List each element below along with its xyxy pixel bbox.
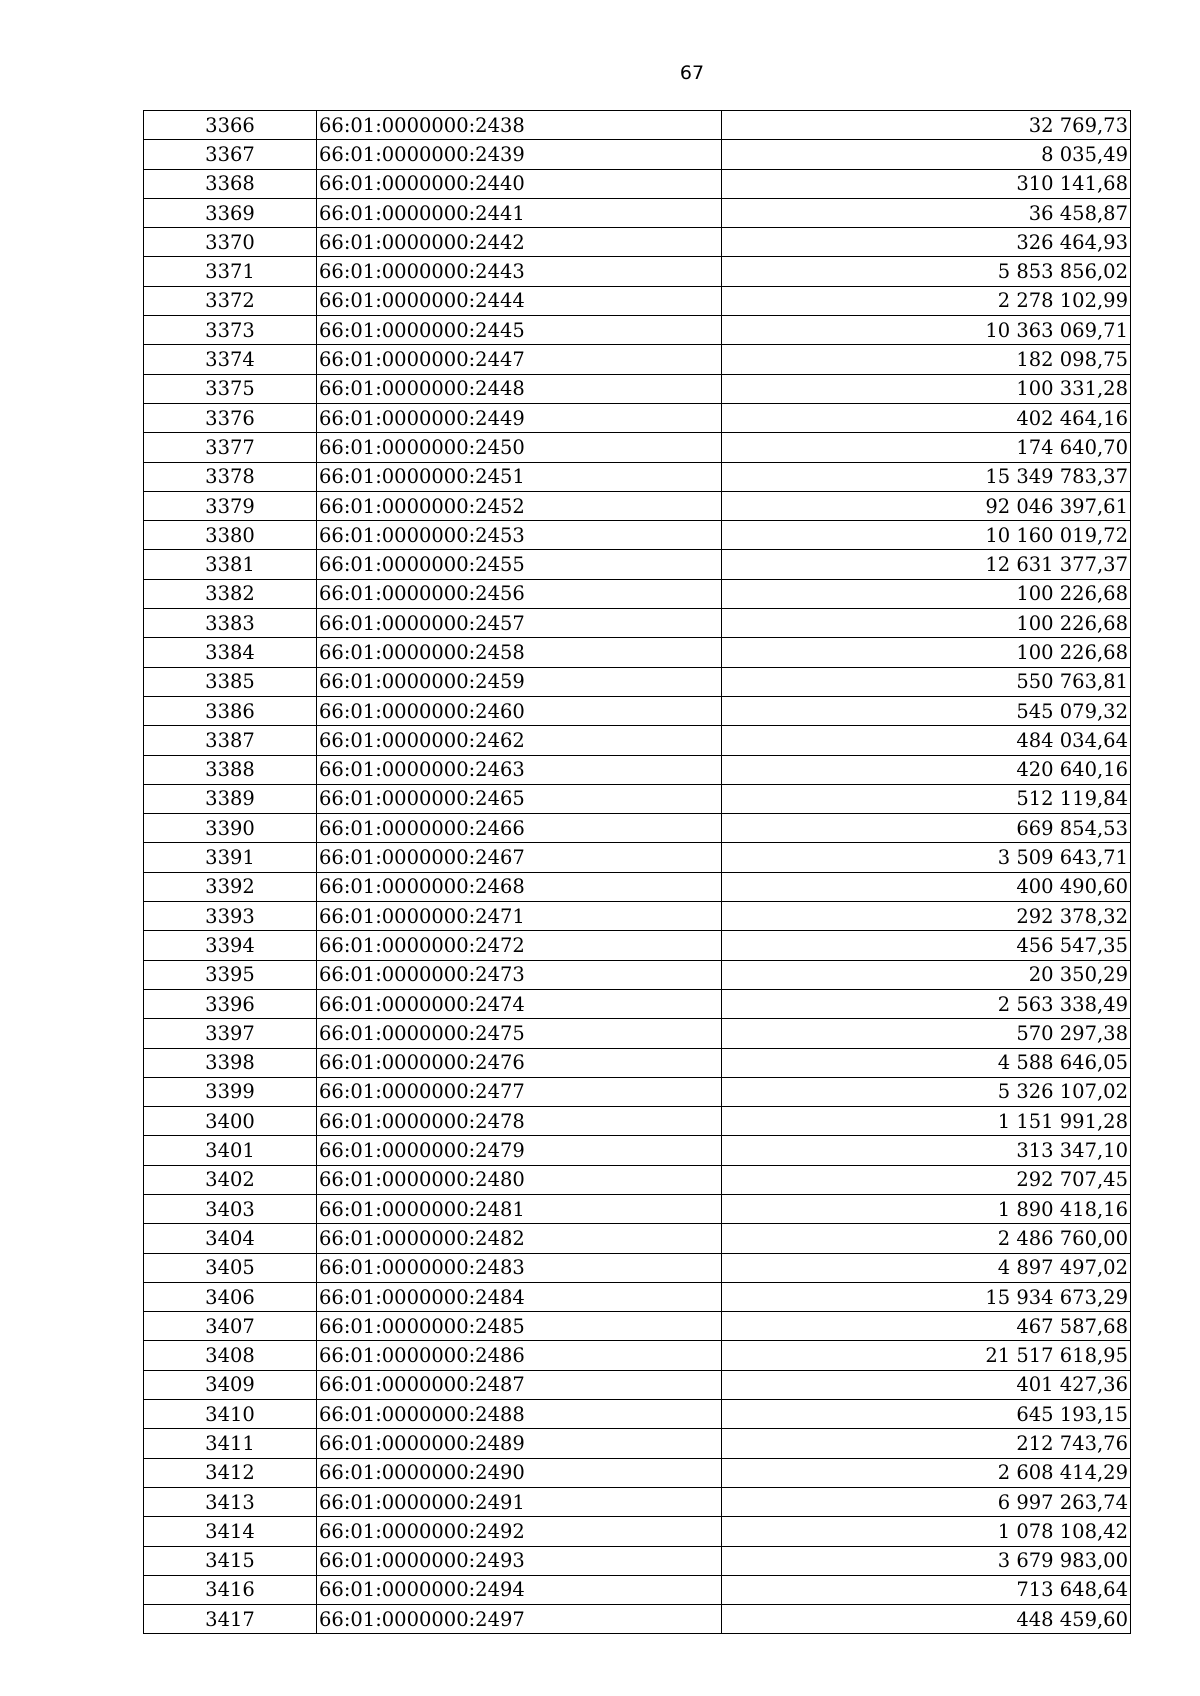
cadastral-number-cell: 66:01:0000000:2441 <box>317 198 722 227</box>
cadastral-number-cell: 66:01:0000000:2440 <box>317 169 722 198</box>
row-number-cell: 3384 <box>144 638 317 667</box>
row-number-cell: 3411 <box>144 1429 317 1458</box>
table-row <box>144 1282 1131 1311</box>
cadastral-number-cell: 66:01:0000000:2447 <box>317 345 722 374</box>
row-number-cell: 3415 <box>144 1546 317 1575</box>
row-number-cell: 3380 <box>144 521 317 550</box>
row-number-cell: 3398 <box>144 1048 317 1077</box>
cadastral-number-cell: 66:01:0000000:2488 <box>317 1400 722 1429</box>
table-row <box>144 1517 1131 1546</box>
cadastral-number-cell: 66:01:0000000:2445 <box>317 316 722 345</box>
row-number-cell: 3416 <box>144 1575 317 1604</box>
cadastral-value-cell: 182 098,75 <box>722 345 1131 374</box>
cadastral-value-table <box>143 110 1131 1634</box>
table-row <box>144 1605 1131 1634</box>
row-number-cell: 3370 <box>144 228 317 257</box>
cadastral-value-cell: 212 743,76 <box>722 1429 1131 1458</box>
cadastral-value-cell: 15 934 673,29 <box>722 1282 1131 1311</box>
table-row <box>144 872 1131 901</box>
table-row <box>144 462 1131 491</box>
cadastral-value-cell: 100 226,68 <box>722 638 1131 667</box>
row-number-cell: 3414 <box>144 1517 317 1546</box>
cadastral-number-cell: 66:01:0000000:2487 <box>317 1370 722 1399</box>
cadastral-number-cell: 66:01:0000000:2471 <box>317 902 722 931</box>
row-number-cell: 3371 <box>144 257 317 286</box>
table-row <box>144 1107 1131 1136</box>
cadastral-number-cell: 66:01:0000000:2465 <box>317 784 722 813</box>
row-number-cell: 3390 <box>144 814 317 843</box>
cadastral-value-cell: 313 347,10 <box>722 1136 1131 1165</box>
table-row <box>144 1575 1131 1604</box>
cadastral-value-cell: 484 034,64 <box>722 726 1131 755</box>
cadastral-number-cell: 66:01:0000000:2455 <box>317 550 722 579</box>
cadastral-value-cell: 669 854,53 <box>722 814 1131 843</box>
row-number-cell: 3368 <box>144 169 317 198</box>
row-number-cell: 3379 <box>144 491 317 520</box>
cadastral-number-cell: 66:01:0000000:2448 <box>317 374 722 403</box>
cadastral-number-cell: 66:01:0000000:2482 <box>317 1224 722 1253</box>
cadastral-number-cell: 66:01:0000000:2457 <box>317 609 722 638</box>
row-number-cell: 3383 <box>144 609 317 638</box>
table-row <box>144 579 1131 608</box>
cadastral-number-cell: 66:01:0000000:2476 <box>317 1048 722 1077</box>
table-row <box>144 784 1131 813</box>
cadastral-number-cell: 66:01:0000000:2486 <box>317 1341 722 1370</box>
cadastral-number-cell: 66:01:0000000:2450 <box>317 433 722 462</box>
table-row <box>144 960 1131 989</box>
row-number-cell: 3413 <box>144 1487 317 1516</box>
table-row <box>144 140 1131 169</box>
table-row <box>144 403 1131 432</box>
table-row <box>144 228 1131 257</box>
row-number-cell: 3381 <box>144 550 317 579</box>
row-number-cell: 3373 <box>144 316 317 345</box>
table-row <box>144 667 1131 696</box>
row-number-cell: 3410 <box>144 1400 317 1429</box>
cadastral-value-cell: 310 141,68 <box>722 169 1131 198</box>
cadastral-value-cell: 92 046 397,61 <box>722 491 1131 520</box>
cadastral-number-cell: 66:01:0000000:2492 <box>317 1517 722 1546</box>
cadastral-value-cell: 100 226,68 <box>722 609 1131 638</box>
cadastral-value-cell: 550 763,81 <box>722 667 1131 696</box>
table-row <box>144 198 1131 227</box>
cadastral-number-cell: 66:01:0000000:2497 <box>317 1605 722 1634</box>
cadastral-number-cell: 66:01:0000000:2466 <box>317 814 722 843</box>
cadastral-value-cell: 32 769,73 <box>722 111 1131 140</box>
row-number-cell: 3412 <box>144 1458 317 1487</box>
row-number-cell: 3376 <box>144 403 317 432</box>
cadastral-number-cell: 66:01:0000000:2493 <box>317 1546 722 1575</box>
table-row <box>144 902 1131 931</box>
row-number-cell: 3372 <box>144 286 317 315</box>
table-row <box>144 1487 1131 1516</box>
cadastral-number-cell: 66:01:0000000:2438 <box>317 111 722 140</box>
row-number-cell: 3395 <box>144 960 317 989</box>
cadastral-value-cell: 512 119,84 <box>722 784 1131 813</box>
table-row <box>144 169 1131 198</box>
row-number-cell: 3403 <box>144 1194 317 1223</box>
cadastral-number-cell: 66:01:0000000:2478 <box>317 1107 722 1136</box>
table-row <box>144 345 1131 374</box>
row-number-cell: 3407 <box>144 1312 317 1341</box>
cadastral-value-cell: 2 486 760,00 <box>722 1224 1131 1253</box>
page-number: 67 <box>679 62 705 84</box>
cadastral-value-cell: 174 640,70 <box>722 433 1131 462</box>
cadastral-value-cell: 2 563 338,49 <box>722 989 1131 1018</box>
cadastral-number-cell: 66:01:0000000:2439 <box>317 140 722 169</box>
row-number-cell: 3417 <box>144 1605 317 1634</box>
cadastral-value-cell: 570 297,38 <box>722 1019 1131 1048</box>
table-row <box>144 316 1131 345</box>
table-row <box>144 257 1131 286</box>
cadastral-number-cell: 66:01:0000000:2472 <box>317 931 722 960</box>
table-row <box>144 1077 1131 1106</box>
cadastral-number-cell: 66:01:0000000:2467 <box>317 843 722 872</box>
table-row <box>144 726 1131 755</box>
cadastral-number-cell: 66:01:0000000:2484 <box>317 1282 722 1311</box>
cadastral-number-cell: 66:01:0000000:2456 <box>317 579 722 608</box>
cadastral-number-cell: 66:01:0000000:2477 <box>317 1077 722 1106</box>
row-number-cell: 3397 <box>144 1019 317 1048</box>
table-body <box>144 111 1131 1634</box>
table-row <box>144 550 1131 579</box>
cadastral-value-cell: 2 278 102,99 <box>722 286 1131 315</box>
cadastral-value-cell: 3 509 643,71 <box>722 843 1131 872</box>
table-row <box>144 1370 1131 1399</box>
cadastral-number-cell: 66:01:0000000:2452 <box>317 491 722 520</box>
table-row <box>144 1312 1131 1341</box>
table-row <box>144 638 1131 667</box>
row-number-cell: 3386 <box>144 696 317 725</box>
cadastral-number-cell: 66:01:0000000:2481 <box>317 1194 722 1223</box>
table-row <box>144 1136 1131 1165</box>
cadastral-number-cell: 66:01:0000000:2449 <box>317 403 722 432</box>
table-row <box>144 989 1131 1018</box>
cadastral-value-cell: 36 458,87 <box>722 198 1131 227</box>
cadastral-value-cell: 10 160 019,72 <box>722 521 1131 550</box>
row-number-cell: 3406 <box>144 1282 317 1311</box>
table-row <box>144 1341 1131 1370</box>
cadastral-value-cell: 8 035,49 <box>722 140 1131 169</box>
cadastral-value-cell: 10 363 069,71 <box>722 316 1131 345</box>
cadastral-number-cell: 66:01:0000000:2490 <box>317 1458 722 1487</box>
cadastral-value-cell: 20 350,29 <box>722 960 1131 989</box>
cadastral-number-cell: 66:01:0000000:2475 <box>317 1019 722 1048</box>
table-row <box>144 696 1131 725</box>
cadastral-value-cell: 1 078 108,42 <box>722 1517 1131 1546</box>
table-row <box>144 814 1131 843</box>
row-number-cell: 3392 <box>144 872 317 901</box>
row-number-cell: 3385 <box>144 667 317 696</box>
table-row <box>144 1019 1131 1048</box>
cadastral-number-cell: 66:01:0000000:2479 <box>317 1136 722 1165</box>
cadastral-value-cell: 12 631 377,37 <box>722 550 1131 579</box>
cadastral-number-cell: 66:01:0000000:2483 <box>317 1253 722 1282</box>
cadastral-number-cell: 66:01:0000000:2489 <box>317 1429 722 1458</box>
cadastral-number-cell: 66:01:0000000:2463 <box>317 755 722 784</box>
table-row <box>144 755 1131 784</box>
cadastral-number-cell: 66:01:0000000:2480 <box>317 1165 722 1194</box>
cadastral-value-cell: 402 464,16 <box>722 403 1131 432</box>
cadastral-value-cell: 401 427,36 <box>722 1370 1131 1399</box>
cadastral-value-cell: 292 378,32 <box>722 902 1131 931</box>
row-number-cell: 3393 <box>144 902 317 931</box>
cadastral-number-cell: 66:01:0000000:2485 <box>317 1312 722 1341</box>
row-number-cell: 3367 <box>144 140 317 169</box>
cadastral-value-cell: 5 326 107,02 <box>722 1077 1131 1106</box>
table-row <box>144 433 1131 462</box>
cadastral-value-cell: 21 517 618,95 <box>722 1341 1131 1370</box>
cadastral-number-cell: 66:01:0000000:2459 <box>317 667 722 696</box>
cadastral-value-cell: 4 897 497,02 <box>722 1253 1131 1282</box>
cadastral-value-cell: 1 890 418,16 <box>722 1194 1131 1223</box>
row-number-cell: 3369 <box>144 198 317 227</box>
cadastral-value-cell: 3 679 983,00 <box>722 1546 1131 1575</box>
cadastral-value-cell: 400 490,60 <box>722 872 1131 901</box>
row-number-cell: 3366 <box>144 111 317 140</box>
table-row <box>144 1458 1131 1487</box>
cadastral-number-cell: 66:01:0000000:2444 <box>317 286 722 315</box>
cadastral-number-cell: 66:01:0000000:2443 <box>317 257 722 286</box>
cadastral-value-cell: 545 079,32 <box>722 696 1131 725</box>
table-row <box>144 1048 1131 1077</box>
cadastral-number-cell: 66:01:0000000:2458 <box>317 638 722 667</box>
table-row <box>144 1224 1131 1253</box>
cadastral-value-cell: 292 707,45 <box>722 1165 1131 1194</box>
table-row <box>144 374 1131 403</box>
table-row <box>144 1194 1131 1223</box>
row-number-cell: 3377 <box>144 433 317 462</box>
cadastral-number-cell: 66:01:0000000:2473 <box>317 960 722 989</box>
cadastral-value-cell: 2 608 414,29 <box>722 1458 1131 1487</box>
table-row <box>144 931 1131 960</box>
row-number-cell: 3391 <box>144 843 317 872</box>
row-number-cell: 3409 <box>144 1370 317 1399</box>
row-number-cell: 3375 <box>144 374 317 403</box>
row-number-cell: 3405 <box>144 1253 317 1282</box>
row-number-cell: 3399 <box>144 1077 317 1106</box>
table-row <box>144 521 1131 550</box>
cadastral-value-cell: 713 648,64 <box>722 1575 1131 1604</box>
table-row <box>144 1253 1131 1282</box>
cadastral-value-cell: 5 853 856,02 <box>722 257 1131 286</box>
row-number-cell: 3402 <box>144 1165 317 1194</box>
row-number-cell: 3378 <box>144 462 317 491</box>
row-number-cell: 3396 <box>144 989 317 1018</box>
cadastral-number-cell: 66:01:0000000:2474 <box>317 989 722 1018</box>
cadastral-number-cell: 66:01:0000000:2462 <box>317 726 722 755</box>
table-row <box>144 286 1131 315</box>
cadastral-number-cell: 66:01:0000000:2460 <box>317 696 722 725</box>
table-row <box>144 1400 1131 1429</box>
row-number-cell: 3408 <box>144 1341 317 1370</box>
row-number-cell: 3374 <box>144 345 317 374</box>
table-row <box>144 843 1131 872</box>
row-number-cell: 3387 <box>144 726 317 755</box>
row-number-cell: 3400 <box>144 1107 317 1136</box>
table-row <box>144 609 1131 638</box>
cadastral-value-cell: 326 464,93 <box>722 228 1131 257</box>
cadastral-value-cell: 1 151 991,28 <box>722 1107 1131 1136</box>
row-number-cell: 3404 <box>144 1224 317 1253</box>
cadastral-number-cell: 66:01:0000000:2494 <box>317 1575 722 1604</box>
row-number-cell: 3382 <box>144 579 317 608</box>
row-number-cell: 3401 <box>144 1136 317 1165</box>
cadastral-value-cell: 456 547,35 <box>722 931 1131 960</box>
table-row <box>144 1165 1131 1194</box>
cadastral-number-cell: 66:01:0000000:2468 <box>317 872 722 901</box>
cadastral-value-cell: 448 459,60 <box>722 1605 1131 1634</box>
cadastral-number-cell: 66:01:0000000:2442 <box>317 228 722 257</box>
cadastral-number-cell: 66:01:0000000:2491 <box>317 1487 722 1516</box>
cadastral-value-cell: 100 331,28 <box>722 374 1131 403</box>
cadastral-value-cell: 420 640,16 <box>722 755 1131 784</box>
table-row <box>144 111 1131 140</box>
cadastral-value-cell: 4 588 646,05 <box>722 1048 1131 1077</box>
cadastral-value-cell: 6 997 263,74 <box>722 1487 1131 1516</box>
cadastral-value-cell: 100 226,68 <box>722 579 1131 608</box>
table-row <box>144 1546 1131 1575</box>
table-row <box>144 491 1131 520</box>
row-number-cell: 3394 <box>144 931 317 960</box>
row-number-cell: 3389 <box>144 784 317 813</box>
cadastral-value-cell: 15 349 783,37 <box>722 462 1131 491</box>
cadastral-value-cell: 645 193,15 <box>722 1400 1131 1429</box>
cadastral-value-cell: 467 587,68 <box>722 1312 1131 1341</box>
cadastral-number-cell: 66:01:0000000:2451 <box>317 462 722 491</box>
row-number-cell: 3388 <box>144 755 317 784</box>
cadastral-number-cell: 66:01:0000000:2453 <box>317 521 722 550</box>
table-row <box>144 1429 1131 1458</box>
